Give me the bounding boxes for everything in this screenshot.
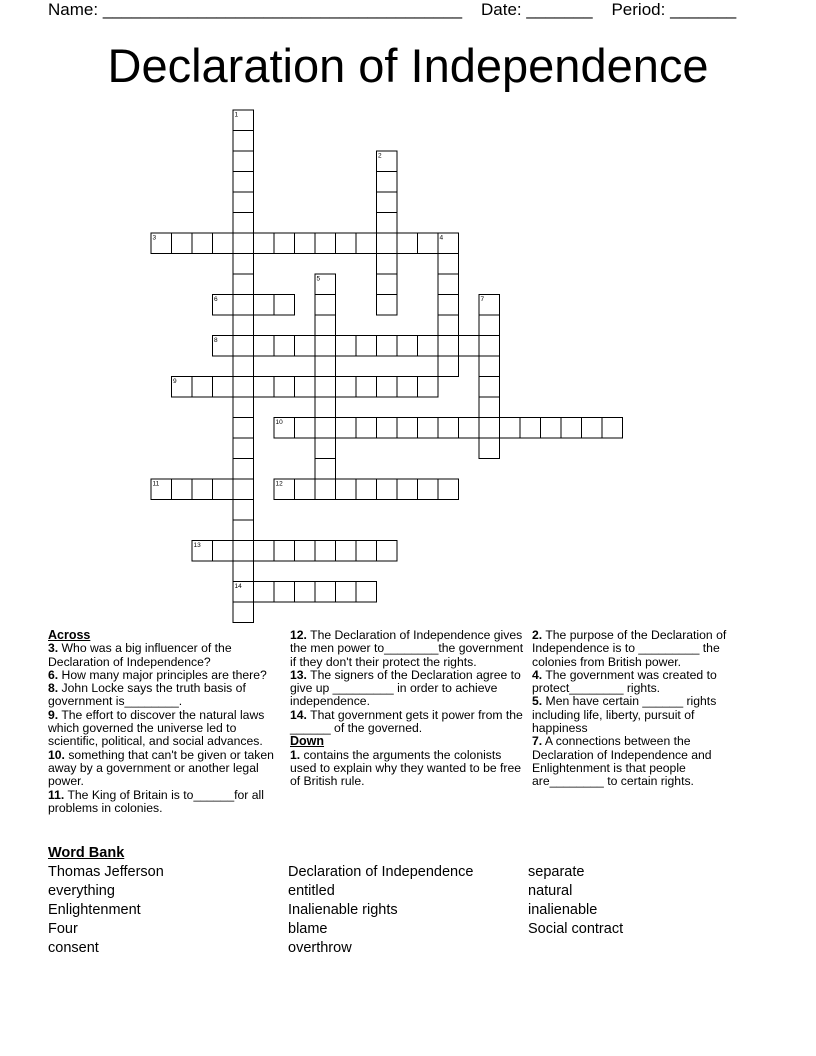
crossword-cell[interactable] [274, 377, 295, 398]
crossword-cell[interactable] [233, 151, 254, 172]
crossword-cell[interactable] [274, 233, 295, 254]
clue-down-5: 5. Men have certain ______ rights including life, liberty, pursuit of happiness [532, 694, 717, 736]
crossword-cell[interactable] [192, 377, 213, 398]
crossword-cell[interactable] [213, 541, 234, 562]
clue-number-label: 1 [234, 111, 239, 119]
name-blank[interactable]: ______________________________________ [102, 0, 463, 19]
clue-across-8: 8. John Locke says the truth basis of government is________. [48, 681, 246, 709]
word-bank-word: overthrow [288, 940, 352, 956]
clues-column-2 [290, 629, 528, 789]
clue-number-label: 5 [316, 275, 321, 283]
crossword-cell[interactable] [315, 233, 336, 254]
crossword-cell[interactable] [418, 479, 439, 500]
clue-across-10: 10. something that can't be given or taken away by a government or another legal power. [48, 747, 274, 789]
crossword-cell[interactable] [254, 377, 275, 398]
crossword-cell[interactable] [192, 233, 213, 254]
crossword-cell[interactable] [438, 315, 459, 336]
crossword-cell[interactable] [295, 479, 316, 500]
crossword-cell[interactable] [377, 254, 398, 275]
word-bank-word: inalienable [528, 902, 598, 918]
crossword-cell[interactable] [295, 336, 316, 357]
down-heading: Down [290, 734, 325, 749]
clue-number-label: 12 [275, 480, 283, 488]
crossword-cell[interactable] [254, 582, 275, 603]
crossword-cell[interactable] [479, 397, 500, 418]
crossword-cell[interactable] [274, 582, 295, 603]
crossword-cell[interactable] [356, 336, 377, 357]
crossword-cell[interactable] [479, 336, 500, 357]
crossword-cell[interactable] [315, 541, 336, 562]
word-bank-word: Declaration of Independence [288, 864, 474, 880]
clue-across-12: 12. The Declaration of Independence gives the men power to________the government if they don't their protect the rights. [290, 628, 524, 669]
crossword-cell[interactable] [541, 418, 562, 439]
crossword-cell[interactable] [397, 479, 418, 500]
crossword-cell[interactable] [336, 336, 357, 357]
crossword-cell[interactable] [315, 438, 336, 459]
crossword-cell[interactable] [356, 582, 377, 603]
word-bank-word: blame [288, 921, 328, 937]
clue-number-label: 3 [152, 234, 157, 242]
crossword-cell[interactable] [377, 295, 398, 316]
clue-across-11: 11. The King of Britain is to______for all problems in colonies. [48, 787, 264, 815]
crossword-cell[interactable] [315, 377, 336, 398]
clue-number-label: 4 [439, 234, 444, 242]
crossword-cell[interactable] [336, 582, 357, 603]
word-bank-column-2 [288, 863, 473, 958]
clue-across-9: 9. The effort to discover the natural laws which governed the universe led to scientific, political, and social advances. [48, 707, 265, 749]
crossword-cell[interactable] [438, 356, 459, 377]
crossword-cell[interactable] [315, 582, 336, 603]
crossword-cell[interactable] [233, 254, 254, 275]
crossword-cell[interactable] [274, 336, 295, 357]
crossword-cell[interactable] [336, 479, 357, 500]
crossword-cell[interactable] [438, 295, 459, 316]
clue-number-label: 7 [480, 296, 485, 303]
word-bank-title: Word Bank [48, 845, 125, 861]
clue-down-7: 7. A connections between the Declaration of Independence and Enlightenment is that people are________ to certain rights. [532, 734, 712, 789]
clues-column-3 [532, 629, 746, 789]
period-label: Period: [611, 0, 666, 19]
word-bank-word: consent [48, 940, 99, 956]
period-blank[interactable]: _______ [670, 0, 737, 19]
crossword-cell[interactable] [336, 233, 357, 254]
crossword-cell[interactable] [254, 336, 275, 357]
crossword-cell[interactable] [377, 192, 398, 213]
clue-down-2: 2. The purpose of the Declaration of Independence is to _________ the colonies from British power. [532, 628, 727, 669]
crossword-cell[interactable] [295, 233, 316, 254]
crossword-cell[interactable] [233, 602, 254, 623]
crossword-cell[interactable] [418, 336, 439, 357]
crossword-cell[interactable] [397, 377, 418, 398]
crossword-cell[interactable] [213, 233, 234, 254]
crossword-cell[interactable] [500, 418, 521, 439]
crossword-cell[interactable] [336, 541, 357, 562]
crossword-cell[interactable] [233, 295, 254, 316]
clue-number-label: 2 [378, 152, 382, 160]
clue-number-label: 14 [234, 583, 242, 590]
crossword-cell[interactable] [356, 541, 377, 562]
word-bank-word: everything [48, 883, 115, 899]
crossword-cell[interactable] [377, 213, 398, 234]
crossword-cell[interactable] [254, 295, 275, 316]
crossword-cell[interactable] [397, 418, 418, 439]
date-blank[interactable]: _______ [526, 0, 593, 19]
crossword-cell[interactable] [377, 336, 398, 357]
crossword-cell[interactable] [254, 541, 275, 562]
crossword-cell[interactable] [479, 377, 500, 398]
name-label: Name: [48, 0, 99, 19]
clue-across-3: 3. Who was a big influencer of the Declaration of Independence? [48, 641, 232, 669]
crossword-cell[interactable] [233, 541, 254, 562]
crossword-cell[interactable] [315, 295, 336, 316]
clues-column-1 [48, 629, 284, 815]
crossword-cell[interactable] [295, 541, 316, 562]
crossword-cell[interactable] [418, 233, 439, 254]
page-title: Declaration of Independence [107, 39, 709, 92]
word-bank-column-3 [528, 863, 623, 939]
date-label: Date: [481, 0, 522, 19]
crossword-cell[interactable] [233, 213, 254, 234]
word-bank-word: entitled [288, 883, 335, 899]
word-bank-word: Social contract [528, 921, 624, 937]
word-bank-word: Thomas Jefferson [48, 864, 164, 880]
crossword-cell[interactable] [233, 336, 254, 357]
word-bank-word: separate [528, 864, 585, 880]
crossword-cell[interactable] [438, 479, 459, 500]
crossword-cell[interactable] [356, 418, 377, 439]
crossword-cell[interactable] [479, 438, 500, 459]
crossword-cell[interactable] [233, 520, 254, 541]
crossword-cell[interactable] [295, 377, 316, 398]
clue-number-label: 9 [173, 378, 177, 385]
crossword-cell[interactable] [233, 172, 254, 193]
crossword-cell[interactable] [377, 233, 398, 254]
crossword-cell[interactable] [479, 356, 500, 377]
crossword-cell[interactable] [295, 582, 316, 603]
crossword-cell[interactable] [233, 274, 254, 295]
crossword-cell[interactable] [356, 233, 377, 254]
crossword-cell[interactable] [336, 418, 357, 439]
crossword-cell[interactable] [356, 377, 377, 398]
crossword-cell[interactable] [274, 295, 295, 316]
word-bank-word: natural [528, 883, 573, 899]
crossword-cell[interactable] [561, 418, 582, 439]
crossword-cell[interactable] [254, 233, 275, 254]
crossword-cell[interactable] [438, 418, 459, 439]
crossword-cell[interactable] [438, 254, 459, 275]
crossword-cell[interactable] [438, 336, 459, 357]
crossword-cell[interactable] [377, 418, 398, 439]
word-bank-word: Inalienable rights [288, 902, 398, 918]
word-bank-word: Enlightenment [48, 902, 141, 918]
crossword-cell[interactable] [315, 336, 336, 357]
crossword-cell[interactable] [233, 459, 254, 480]
crossword-cell[interactable] [274, 541, 295, 562]
crossword-cell[interactable] [315, 479, 336, 500]
crossword-cell[interactable] [172, 233, 193, 254]
crossword-cell[interactable] [233, 418, 254, 439]
clue-across-6: 6. How many major principles are there? [48, 667, 267, 682]
crossword-cell[interactable] [438, 274, 459, 295]
crossword-cell[interactable] [213, 377, 234, 398]
word-bank-column-1 [48, 863, 164, 958]
crossword-cell[interactable] [377, 274, 398, 295]
crossword-cell[interactable] [233, 479, 254, 500]
crossword-cell[interactable] [397, 233, 418, 254]
across-heading: Across [48, 628, 91, 642]
crossword-cell[interactable] [377, 377, 398, 398]
crossword-cell[interactable] [397, 336, 418, 357]
crossword-cell[interactable] [315, 418, 336, 439]
crossword-cell[interactable] [233, 561, 254, 582]
crossword-cell[interactable] [315, 397, 336, 418]
crossword-cell[interactable] [315, 459, 336, 480]
clue-across-14: 14. That government gets it power from the ______ of the governed. [290, 707, 523, 736]
clue-number-label: 10 [275, 419, 283, 426]
crossword-cell[interactable] [377, 172, 398, 193]
crossword-cell[interactable] [233, 131, 254, 152]
crossword-cell[interactable] [520, 418, 541, 439]
crossword-cell[interactable] [295, 418, 316, 439]
crossword-cell[interactable] [418, 418, 439, 439]
clue-down-4: 4. The government was created to protect________ rights. [532, 667, 717, 696]
clue-number-label: 11 [152, 480, 160, 488]
clue-number-label: 13 [193, 542, 201, 549]
word-bank-word: Four [48, 921, 78, 937]
crossword-cell[interactable] [459, 418, 480, 439]
crossword-cell[interactable] [233, 192, 254, 213]
crossword-cell[interactable] [418, 377, 439, 398]
crossword-cell[interactable] [315, 315, 336, 336]
clue-number-label: 6 [214, 296, 218, 303]
crossword-cell[interactable] [233, 438, 254, 459]
crossword-cell[interactable] [479, 315, 500, 336]
crossword-cell[interactable] [233, 500, 254, 521]
crossword-cell[interactable] [233, 315, 254, 336]
crossword-cell[interactable] [213, 479, 234, 500]
clue-number-label: 8 [214, 337, 218, 344]
crossword-cell[interactable] [233, 233, 254, 254]
clue-across-13: 13. The signers of the Declaration agree to give up _________ in order to achieve independence. [290, 667, 521, 709]
crossword-cell[interactable] [233, 377, 254, 398]
crossword-cell[interactable] [459, 336, 480, 357]
crossword-cell[interactable] [582, 418, 603, 439]
crossword-cell[interactable] [233, 397, 254, 418]
crossword-cell[interactable] [192, 479, 213, 500]
crossword-cell[interactable] [336, 377, 357, 398]
crossword-cell[interactable] [356, 479, 377, 500]
crossword-cell[interactable] [377, 479, 398, 500]
crossword-cell[interactable] [602, 418, 623, 439]
crossword-cell[interactable] [233, 356, 254, 377]
crossword-cell[interactable] [315, 356, 336, 377]
crossword-cell[interactable] [172, 479, 193, 500]
crossword-cell[interactable] [479, 418, 500, 439]
crossword-cell[interactable] [377, 541, 398, 562]
clue-down-1: 1. contains the arguments the colonists used to explain why they wanted to be free of British rule. [290, 747, 522, 789]
